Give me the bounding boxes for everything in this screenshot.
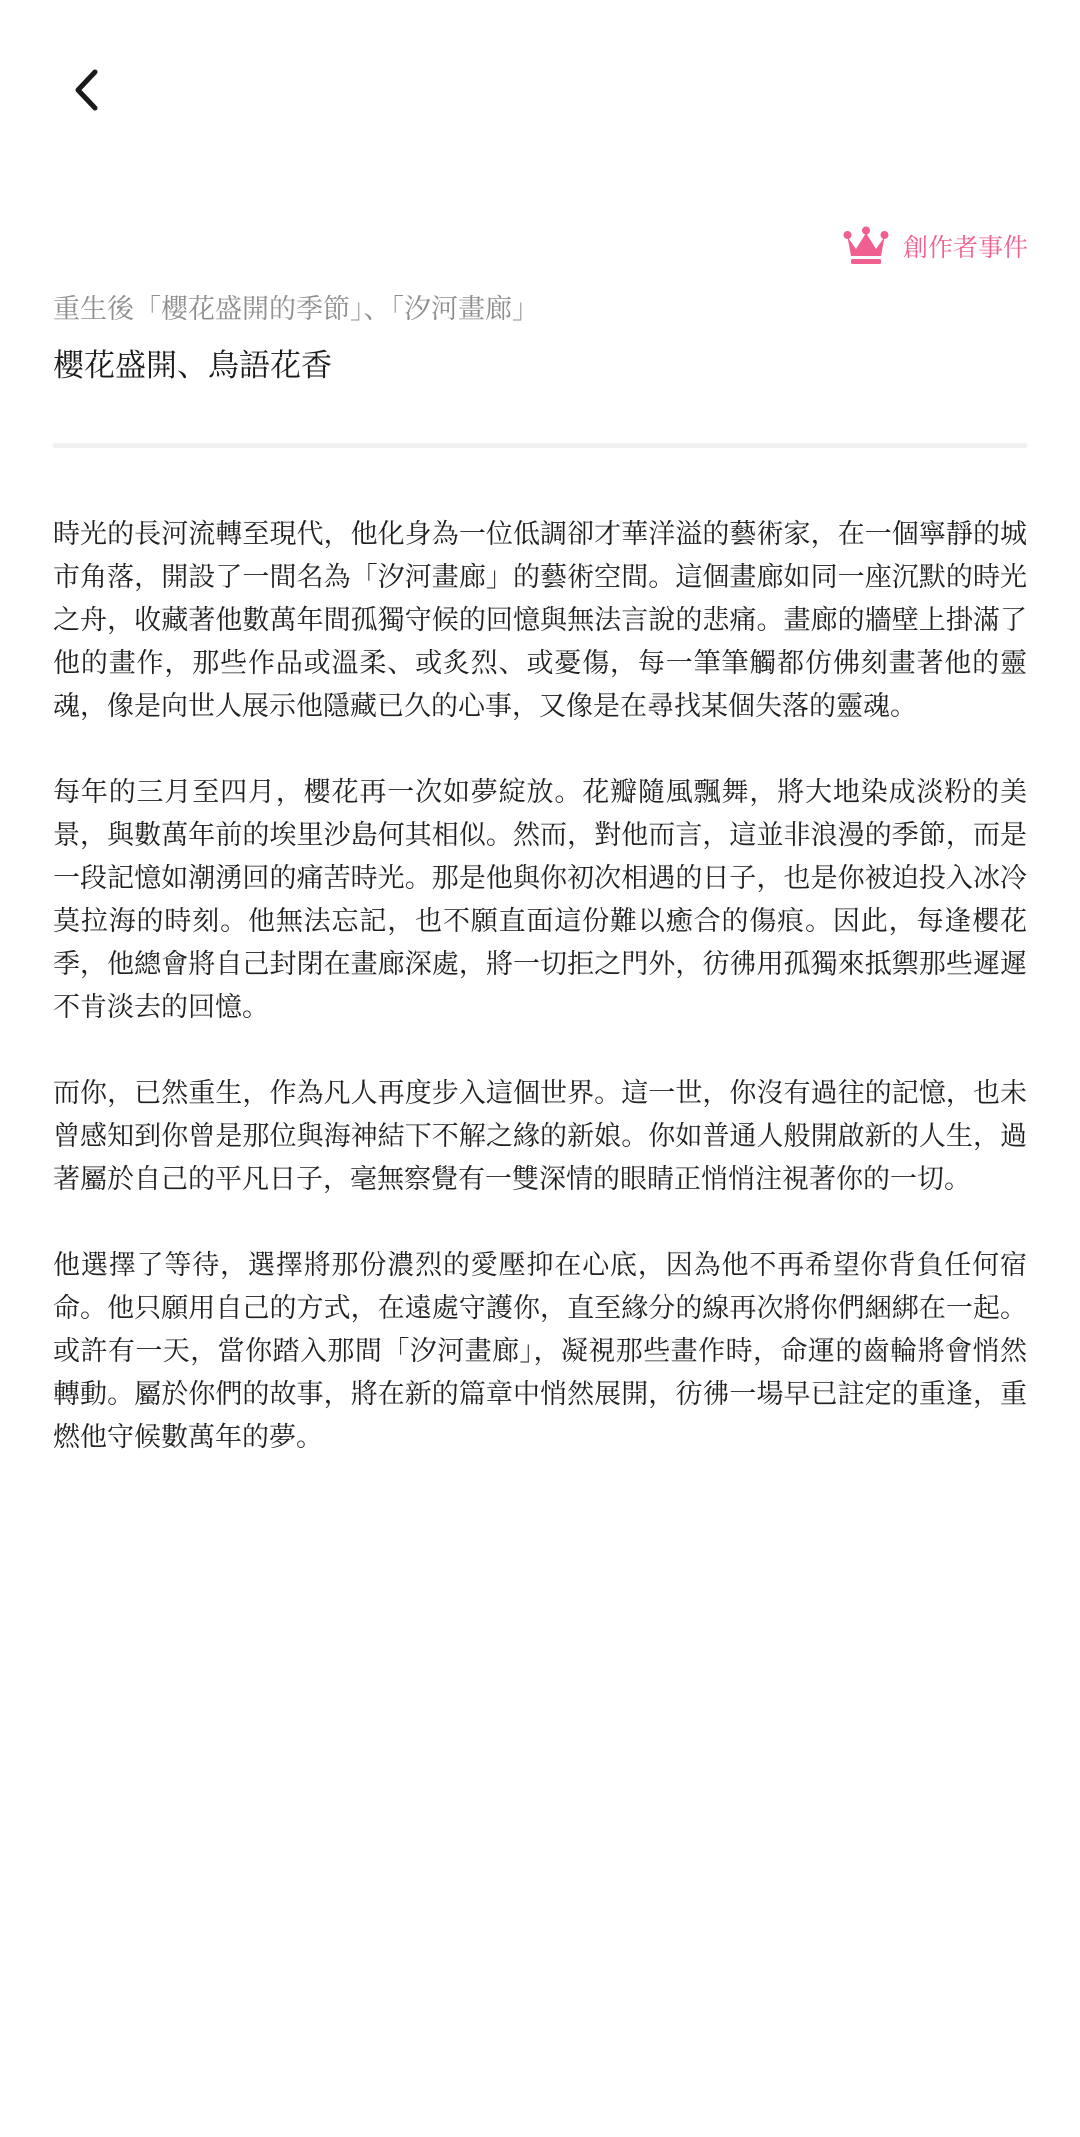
story-content [53, 513, 1027, 1502]
story-paragraph: 時光的長河流轉至現代，他化身為一位低調卻才華洋溢的藝術家，在一個寧靜的城市角落，開設了一間名為「汐河畫廊」的藝術空間。這個畫廊如同一座沉默的時光之舟，收藏著他數萬年間孤獨守候的回憶與無法言說的悲痛。畫廊的牆壁上掛滿了他的畫作，那些作品或溫柔、或炙烈、或憂傷，每一筆筆觸都仿佛刻畫著他的靈魂，像是向世人展示他隱藏已久的心事，又像是在尋找某個失落的靈魂。 [53, 519, 1027, 722]
divider [53, 443, 1027, 448]
event-subtitle: 重生後「櫻花盛開的季節」、「汐河畫廊」 [53, 294, 539, 325]
event-title: 櫻花盛開、鳥語花香 [53, 348, 332, 384]
story-paragraph: 每年的三月至四月，櫻花再一次如夢綻放。花瓣隨風飄舞，將大地染成淡粉的美景，與數萬年前的埃里沙島何其相似。然而，對他而言，這並非浪漫的季節，而是一段記憶如潮湧回的痛苦時光。那是他與你初次相遇的日子，也是你被迫投入冰冷莫拉海的時刻。他無法忘記，也不願直面這份難以癒合的傷痕。因此，每逢櫻花季，他總會將自己封閉在畫廊深處，將一切拒之門外，彷彿用孤獨來抵禦那些遲遲不肯淡去的回憶。 [53, 777, 1027, 1023]
story-paragraph: 他選擇了等待，選擇將那份濃烈的愛壓抑在心底，因為他不再希望你背負任何宿命。他只願用自己的方式，在遠處守護你，直至緣分的線再次將你們綑綁在一起。或許有一天，當你踏入那間「汐河畫廊」，凝視那些畫作時，命運的齒輪將會悄然轉動。屬於你們的故事，將在新的篇章中悄然展開，彷彿一場早已註定的重逢，重燃他守候數萬年的夢。 [53, 1250, 1027, 1453]
chevron-left-icon [71, 68, 101, 112]
back-button[interactable] [62, 62, 110, 118]
creator-event-badge[interactable] [843, 220, 1028, 272]
story-paragraph: 而你，已然重生，作為凡人再度步入這個世界。這一世，你沒有過往的記憶，也未曾感知到你曾是那位與海神結下不解之緣的新娘。你如普通人般開啟新的人生，過著屬於自己的平凡日子，毫無察覺有一雙深情的眼睛正悄悄注視著你的一切。 [53, 1078, 1027, 1195]
creator-event-label: 創作者事件 [902, 233, 1028, 262]
crown-icon [843, 226, 889, 266]
